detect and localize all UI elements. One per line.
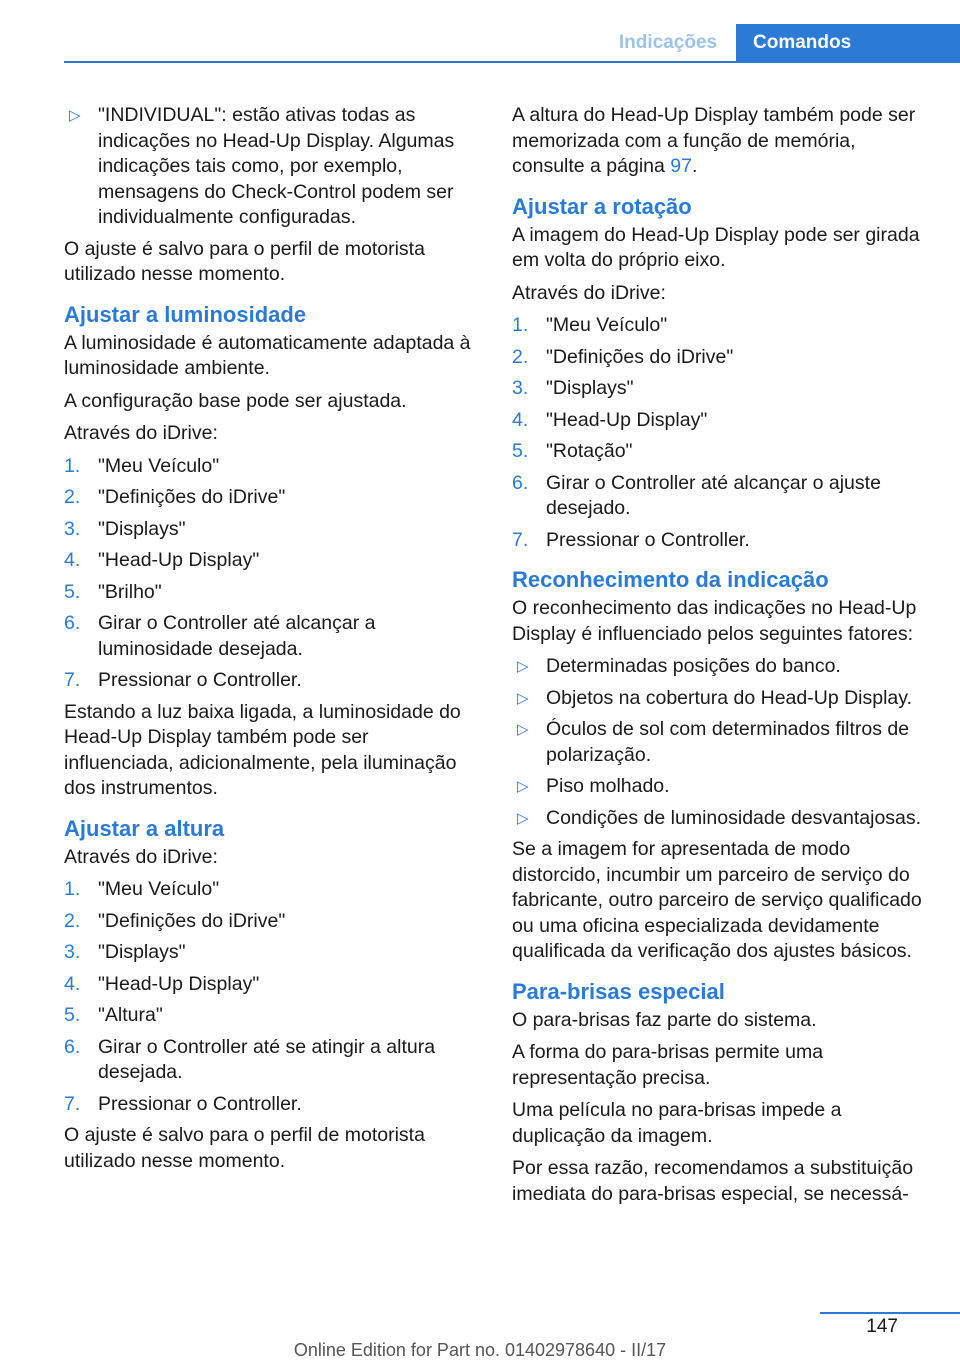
list-item: 2. "Definições do iDrive" [64,486,286,508]
paragraph: A forma do para-brisas permite uma representação precisa. [512,1041,824,1089]
paragraph: O reconhecimento das indicações no Head-Up Display é influenciado pelos seguintes fatores: [512,597,917,645]
list-item: 1. "Meu Veículo" [512,314,668,336]
list-item: 3. "Displays" [64,517,186,540]
paragraph: A imagem do Head-Up Display pode ser girada em volta do próprio eixo. [512,223,920,271]
list-item: 7. Pressionar o Controller. [64,1092,302,1115]
list-item: 4. "Head-Up Display" [64,549,260,571]
triangle-bullet-icon: ▷ [517,658,529,675]
list-item: 1. "Meu Veículo" [64,878,220,900]
triangle-bullet-icon: ▷ [517,809,529,827]
edition-footer: Online Edition for Part no. 01402978640 - II/17 [293,1340,667,1360]
list-item: 4. "Head-Up Display" [64,972,260,995]
triangle-bullet-icon: ▷ [517,689,529,707]
right-column [512,103,928,1214]
paragraph: Uma película no para-brisas impede a duplicação da imagem. [512,1099,842,1147]
steps-altura [64,877,480,1117]
paragraph: Se a imagem for apresentada de modo distorcido, incumbir um parceiro de serviço do fabricante, outro parceiro de serviço qualificado ou uma oficina especializada devidamente qualificada da verificação dos ajustes básicos. [512,838,922,962]
list-item: 5. "Rotação" [512,440,633,462]
list-item: 3. "Displays" [512,377,634,399]
list-item: ▷ Objetos na cobertura do Head-Up Display. [512,686,928,712]
steps-rotacao [512,313,928,553]
list-item: ▷ Óculos de sol com determinados filtros de polarização. [517,718,910,766]
paragraph: Através do iDrive: [64,422,218,444]
paragraph: O para-brisas faz parte do sistema. [512,1008,817,1031]
page-header [0,0,960,64]
list-item: 4. "Head-Up Display" [512,408,708,431]
list-item: 5. "Altura" [64,1004,163,1026]
heading-luminosidade: Ajustar a luminosidade [64,301,307,327]
paragraph: A configuração base pode ser ajustada. [64,389,407,412]
list-item: 6. Girar o Controller até alcançar o ajuste desejado. [512,471,881,519]
paragraph: Estando a luz baixa ligada, a luminosidade do Head-Up Display também pode ser influenciada, adicionalmente, pela iluminação dos instrumentos. [64,700,461,799]
list-item: 5. "Brilho" [64,580,162,603]
factors-list [512,654,928,831]
list-item: ▷ Piso molhado. [512,774,928,800]
triangle-bullet-icon: ▷ [517,778,529,795]
steps-luminosidade [64,454,480,694]
heading-reconhecimento: Reconhecimento da indicação [512,567,829,592]
list-item: 7. Pressionar o Controller. [64,669,302,691]
list-item: ▷ "INDIVIDUAL": estão ativas todas as indicações no Head-Up Display. Algumas indicações tais como, por exemplo, mensagens do Check-Control podem ser individualmente configuradas. [69,104,455,228]
list-item: 2. "Definições do iDrive" [64,909,286,932]
triangle-bullet-icon: ▷ [517,721,529,738]
paragraph: Através do iDrive: [64,845,218,868]
footer-rule [820,1312,960,1314]
left-column [64,103,480,1181]
list-item: 2. "Definições do iDrive" [512,345,734,368]
page-number: 147 [866,1316,898,1337]
paragraph: Por essa razão, recomendamos a substituição imediata do para-brisas especial, se necessá- [512,1157,914,1205]
page-link[interactable]: 97 [670,155,692,177]
paragraph: O ajuste é salvo para o perfil de motorista utilizado nesse momento. [64,1124,425,1172]
paragraph: O ajuste é salvo para o perfil de motorista utilizado nesse momento. [64,237,425,285]
paragraph-memoria: A altura do Head-Up Display também pode ser memorizada com a função de memória, consulte a página 97. [512,104,916,177]
list-item: 1. "Meu Veículo" [64,454,220,477]
list-item: 6. Girar o Controller até alcançar a luminosidade desejada. [64,612,376,660]
list-item: ▷ Determinadas posições do banco. [512,654,928,680]
paragraph: A luminosidade é automaticamente adaptada à luminosidade ambiente. [64,331,471,379]
triangle-bullet-icon: ▷ [69,107,81,124]
tab-comandos[interactable]: Comandos [736,24,960,62]
list-item: 7. Pressionar o Controller. [512,528,750,551]
list-item: 3. "Displays" [64,941,186,963]
individual-list [64,103,480,231]
list-item: 6. Girar o Controller até se atingir a altura desejada. [64,1035,436,1083]
heading-altura: Ajustar a altura [64,815,225,841]
tab-indicacoes[interactable]: Indicações [618,32,718,53]
heading-rotacao: Ajustar a rotação [512,193,692,219]
list-item: ▷ Condições de luminosidade desvantajosas. [512,806,928,832]
paragraph: Através do iDrive: [512,281,666,304]
header-rule [64,61,960,63]
heading-para-brisas: Para-brisas especial [512,978,725,1004]
